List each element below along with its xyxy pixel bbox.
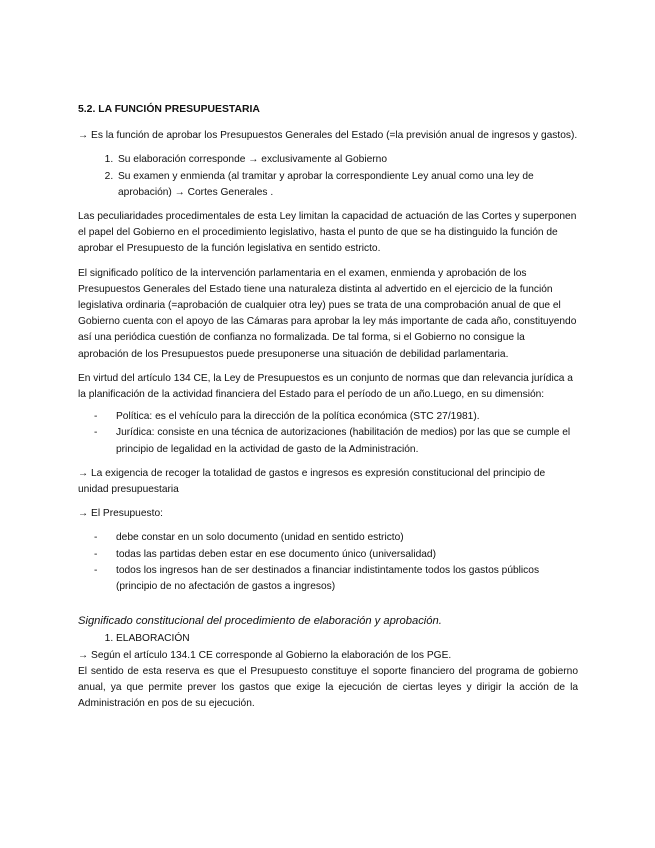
document-page [78,102,578,721]
list-item-text: todos los ingresos han de ser destinados a financiar indistintamente todos los gastos públicos (principio de no afectación de gastos a ingresos) [116,564,540,593]
virtud-paragraph: En virtud del artículo 134 CE, la Ley de Presupuestos es un conjunto de normas que dan relevancia jurídica a la planificación de la actividad financiera del Estado para el período de un año.Luego, en su dimensión: [78,372,573,401]
list-item [78,547,578,563]
list-item-text: todas las partidas deben estar en ese documento único (universalidad) [116,548,436,560]
numbered-list [78,152,578,201]
list-item-text: Política: es el vehículo para la dirección de la política económica (STC 27/1981). [116,411,480,423]
italic-subheading: Significado constitucional del procedimiento de elaboración y aprobación. [78,615,442,628]
dash-bullet: - [94,411,98,423]
list-item-text: debe constar en un solo documento (unidad en sentido estricto) [116,532,404,544]
section-title: 5.2. LA FUNCIÓN PRESUPUESTARIA [78,104,260,115]
list-item [78,530,578,546]
list-item [78,409,578,425]
exigencia-paragraph: → La exigencia de recoger la totalidad de gastos e ingresos es expresión constitucional del principio de unidad presupuestaria [78,467,546,496]
significado-paragraph: El significado político de la intervención parlamentaria en el examen, enmienda y aprobación de los Presupuestos Generales del Estado tiene una naturaleza distinta al advertido en el ejercicio de la función legislativa ordinaria (=aprobación de cualquier otra ley) pues se trata de una comprobación anual de que el Gobierno cuenta con el apoyo de las Cámaras para aprobar la ley más importante de cada año, constituyendo así una periódica cuestión de confianza no formalizada. De tal forma, si el Gobierno no consigue la aprobación de los Presupuestos puede presuponerse una situación de debilidad parlamentaria. [78,267,577,360]
dash-bullet: - [94,532,98,544]
dash-bullet: - [94,427,98,439]
elaboracion-list [78,631,578,647]
list-item: 1. Su elaboración corresponde → exclusivamente al Gobierno [116,152,578,168]
presupuesto-paragraph: → El Presupuesto: [78,508,163,520]
intro-paragraph: → Es la función de aprobar los Presupuestos Generales del Estado (=la previsión anual de ingresos y gastos). [78,130,578,142]
dash-bullet: - [94,564,98,576]
presupuesto-list [78,530,578,595]
peculiaridades-paragraph: Las peculiaridades procedimentales de esta Ley limitan la capacidad de actuación de las Cortes y superponen el papel del Gobierno en el procedimiento legislativo, hasta el punto de que se ha distinguido la función de aprobar el Presupuesto de la función legislativa en sentido estricto. [78,211,577,255]
dash-bullet: - [94,548,98,560]
dimension-list [78,409,578,458]
articulo-paragraph: → Según el artículo 134.1 CE corresponde al Gobierno la elaboración de los PGE. [78,649,452,661]
list-item [78,563,578,595]
sentido-paragraph: El sentido de esta reserva es que el Presupuesto constituye el soporte financiero del programa de gobierno anual, ya que permite prever los gastos que exige la ejecución de ciertas leyes y dirigir la acción de la Administración en pos de su ejecución. [78,665,578,710]
list-item: 2. Su examen y enmienda (al tramitar y aprobar la correspondiente Ley anual como una ley de aprobación) → Cortes Generales . [116,169,578,201]
list-item: 1. ELABORACIÓN [116,631,578,647]
list-item-text: Jurídica: consiste en una técnica de autorizaciones (habilitación de medios) por las que se cumple el principio de legalidad en la actividad de gasto de la Administración. [116,427,571,455]
list-item [78,425,578,457]
